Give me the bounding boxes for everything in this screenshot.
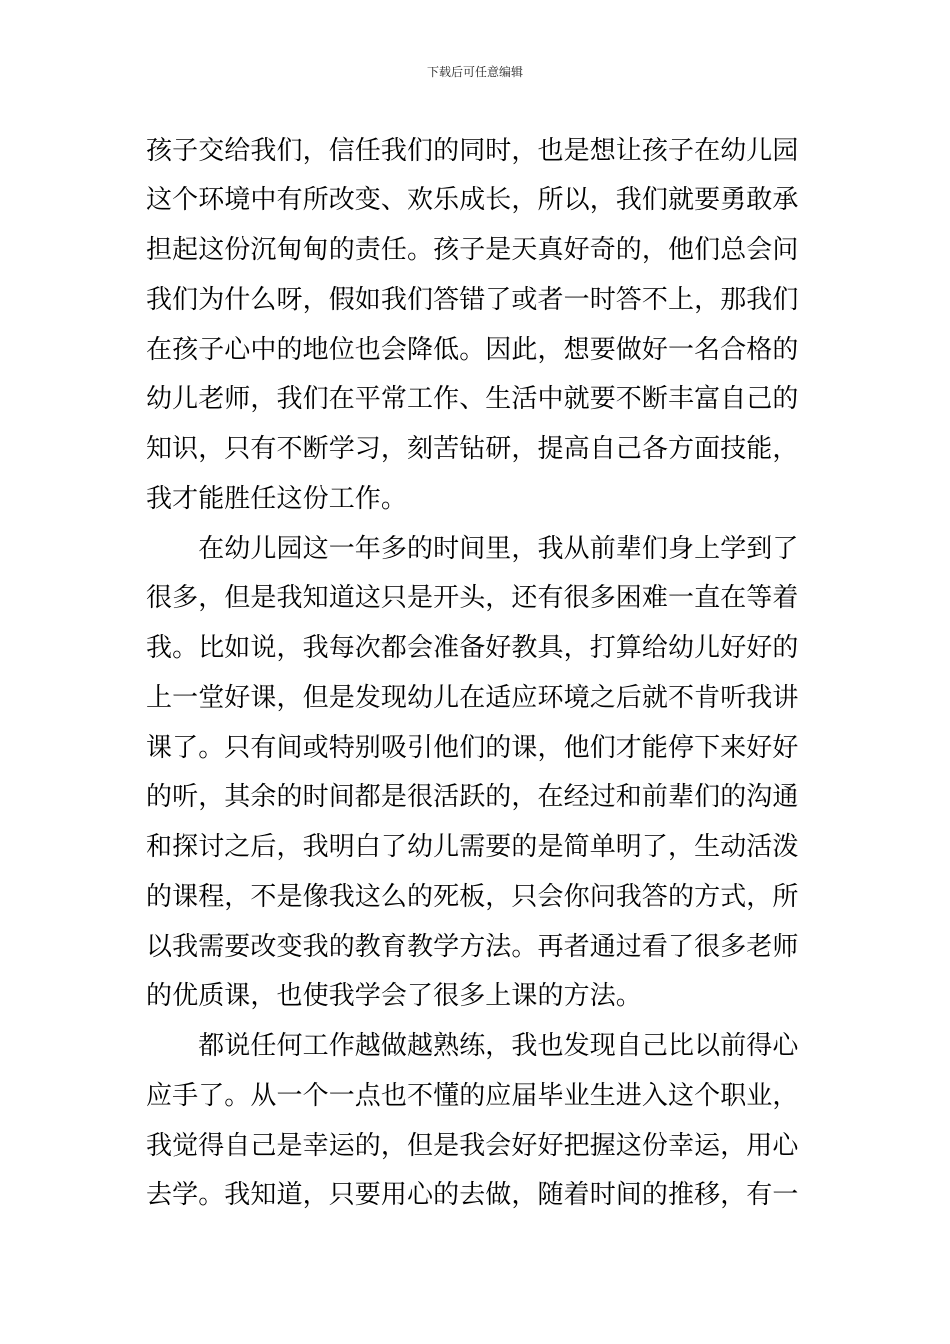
text-line: 的听，其余的时间都是很活跃的，在经过和前辈们的沟通 <box>146 782 799 812</box>
text-line: 我。比如说，我每次都会准备好教具，打算给幼儿好好的 <box>146 633 799 663</box>
text-line: 这个环境中有所改变、欢乐成长，所以，我们就要勇敢承 <box>146 185 799 215</box>
page-header: 下载后可任意编辑 <box>426 65 523 79</box>
text-line: 我才能胜任这份工作。 <box>146 484 408 514</box>
text-line: 应手了。从一个一点也不懂的应届毕业生进入这个职业， <box>146 1081 799 1111</box>
text-line: 课了。只有间或特别吸引他们的课，他们才能停下来好好 <box>146 733 799 763</box>
text-line: 去学。我知道，只要用心的去做，随着时间的推移，有一 <box>146 1180 799 1210</box>
text-line: 的课程，不是像我这么的死板，只会你问我答的方式，所 <box>146 882 799 912</box>
text-line: 我们为什么呀，假如我们答错了或者一时答不上，那我们 <box>146 285 799 315</box>
text-line: 知识，只有不断学习，刻苦钻研，提高自己各方面技能， <box>146 434 799 464</box>
text-line: 和探讨之后，我明白了幼儿需要的是简单明了，生动活泼 <box>146 832 799 862</box>
text-line: 在孩子心中的地位也会降低。因此，想要做好一名合格的 <box>146 335 799 365</box>
text-line: 担起这份沉甸甸的责任。孩子是天真好奇的，他们总会问 <box>146 235 799 265</box>
text-line: 都说任何工作越做越熟练，我也发现自己比以前得心 <box>146 1031 799 1061</box>
text-line: 在幼儿园这一年多的时间里，我从前辈们身上学到了 <box>146 534 799 564</box>
text-line: 很多，但是我知道这只是开头，还有很多困难一直在等着 <box>146 583 799 613</box>
text-line: 上一堂好课，但是发现幼儿在适应环境之后就不肯听我讲 <box>146 683 799 713</box>
text-line: 的优质课，也使我学会了很多上课的方法。 <box>146 981 642 1011</box>
text-line: 以我需要改变我的教育教学方法。再者通过看了很多老师 <box>146 932 799 962</box>
text-line: 我觉得自己是幸运的，但是我会好好把握这份幸运，用心 <box>146 1131 799 1161</box>
text-line: 幼儿老师，我们在平常工作、生活中就要不断丰富自己的 <box>146 384 799 414</box>
text-line: 孩子交给我们，信任我们的同时，也是想让孩子在幼儿园 <box>146 136 799 166</box>
